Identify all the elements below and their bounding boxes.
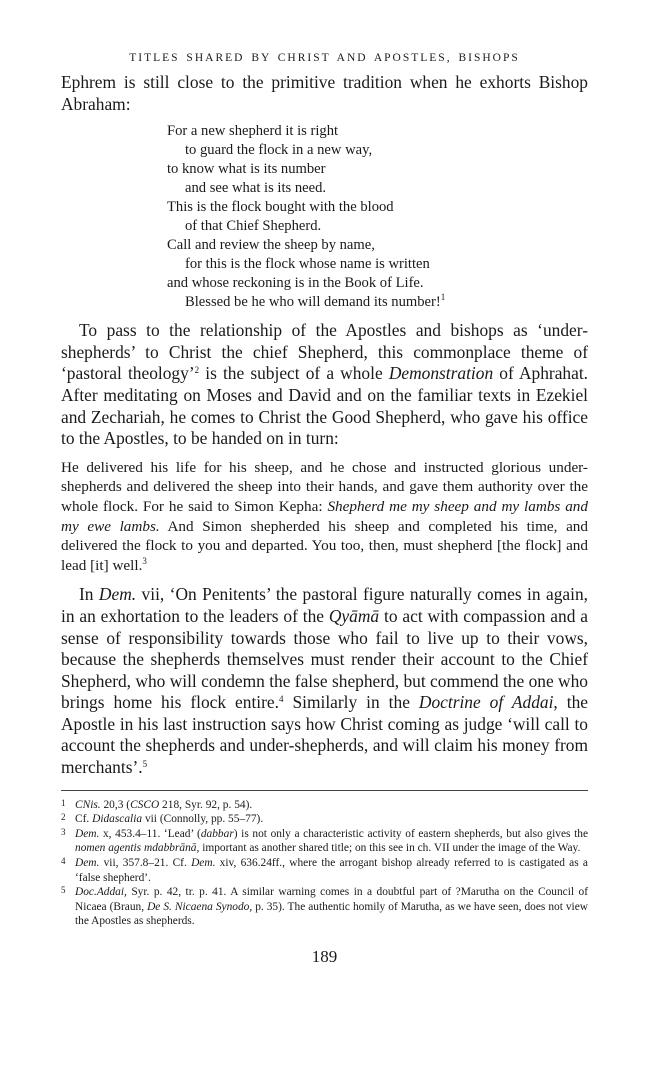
poem-quotation: [167, 122, 588, 312]
footnote-ref: 2: [194, 365, 200, 376]
footnote-ref: 5: [142, 759, 148, 770]
text: vii (Connolly, pp. 55–77).: [142, 813, 264, 826]
paragraph-intro: Ephrem is still close to the primitive tradition when he exhorts Bishop Abraham:: [61, 72, 588, 114]
text: p. 35). The authentic homily of Marutha, as we have seen, does not view the Apostles as shepherds.: [75, 900, 589, 928]
footnote-number: 1: [61, 797, 66, 808]
page: [61, 52, 588, 967]
text: In: [79, 584, 99, 605]
footnote: [61, 812, 588, 827]
text: Cf.: [75, 813, 93, 826]
paragraph-aphrahat: [61, 320, 588, 450]
footnotes: [61, 798, 588, 929]
poem-line: This is the flock bought with the blood: [167, 199, 394, 216]
italic-title: Demonstration: [388, 363, 494, 384]
poem-line: Call and review the sheep by name,: [167, 237, 375, 254]
italic-title: Doctrine of Addai: [418, 692, 554, 713]
running-head: TITLES SHARED BY CHRIST AND APOSTLES, BISHOPS: [129, 52, 520, 64]
footnote: [61, 798, 588, 813]
text: of Aphrahat. After meditating on Moses and David and on the familiar texts in Ezekiel and Zechariah, he comes to Christ the Good Shepherd, who gave his office to the Apostles, to be handed on in turn:: [61, 363, 588, 449]
text: ) is not only a characteristic activity of eastern shepherds, but also gives the: [233, 827, 588, 840]
footnote-number: 2: [61, 812, 66, 823]
page-number: 189: [311, 947, 338, 966]
block-quote: [61, 458, 588, 576]
footnote-ref: 3: [142, 555, 147, 566]
italic-text: Dem.: [75, 827, 100, 840]
italic-text: dabbar: [200, 827, 234, 840]
poem-line: for this is the flock whose name is written: [185, 256, 430, 273]
poem-line: and whose reckoning is in the Book of Life.: [167, 275, 424, 292]
text: To pass to the relationship of the Apostles and bishops as ‘under-shepherds’ to Christ the chief Shepherd, this commonplace theme of ‘pastoral theology’: [61, 320, 588, 384]
footnote-number: 3: [61, 826, 66, 837]
text: 218, Syr. 92, p. 54).: [159, 798, 253, 811]
footnote-ref: 1: [440, 292, 446, 303]
italic-text: Doc.Addai,: [75, 886, 127, 899]
footnote-divider: [61, 790, 588, 791]
text: is the subject of a whole: [199, 363, 389, 384]
footnote-number: 5: [61, 885, 66, 896]
poem-line: For a new shepherd it is right: [167, 123, 339, 140]
footnote-ref: 4: [278, 694, 284, 705]
italic-text: Qyāmā: [328, 605, 380, 626]
poem-line: of that Chief Shepherd.: [185, 218, 322, 235]
poem-line-text: Blessed be he who will demand its number!: [185, 294, 441, 311]
paragraph-dem-vii: [61, 584, 588, 778]
italic-text: Dem.: [75, 857, 100, 870]
italic-text: De S. Nicaena Synodo,: [147, 900, 253, 913]
text: 20,3 (: [100, 798, 131, 811]
poem-line: to guard the flock in a new way,: [185, 142, 373, 159]
footnote: [61, 827, 588, 856]
text: Syr. p. 42, tr. p. 41. A similar warning comes in a doubtful part of ?Marutha on the Council of Nicaea (Braun,: [75, 886, 588, 913]
italic-text: Dem.: [98, 584, 137, 605]
italic-text: nomen agentis mdabbrānā,: [75, 842, 200, 855]
text: vii, 357.8–21. Cf.: [99, 857, 192, 870]
footnote-number: 4: [61, 856, 66, 867]
italic-text: Dem.: [191, 857, 216, 870]
text: He delivered his life for his sheep, and he chose and instructed glorious under-shepherds and delivered the sheep into their hands, and gave them authority over the whole flock. For he said to Simon Kepha:: [61, 458, 588, 515]
text: xiv, 636.24ff., where the arrogant bishop already referred to is castigated as a ‘false shepherd’.: [75, 857, 588, 884]
text: vii, ‘On Penitents’ the pastoral figure naturally comes in again, in an exhortation to the leaders of the: [61, 584, 588, 626]
text: , the Apostle in his last instruction says how Christ coming as judge ‘will call to account the shepherds and under-shepherds, and will claim his money from merchants’.: [61, 692, 588, 778]
text: important as another shared title; on this see in ch. VII under the image of the Way.: [199, 842, 581, 855]
text: And Simon shepherded his sheep and completed his time, and delivered the flock to you and departed. You too, then, must shepherd [the flock] and lead [it] well.: [61, 517, 588, 574]
text: Similarly in the: [283, 692, 419, 713]
poem-line: to know what is its number: [167, 161, 326, 178]
footnote: [61, 856, 588, 885]
text: x, 453.4–11. ‘Lead’ (: [99, 827, 201, 840]
italic-text: Shepherd me my sheep and my lambs and my ewe lambs.: [61, 497, 588, 535]
poem-line: and see what is its need.: [185, 180, 327, 197]
footnote: [61, 885, 588, 929]
italic-text: CSCO: [130, 798, 160, 811]
italic-text: Didascalia: [92, 813, 143, 826]
text: to act with compassion and a sense of responsibility towards those who fail to live up to their vows, because the shepherds themselves must render their account to the Chief Shepherd, who will condemn the false shepherd, but commend the one who brings home his flock entire.: [61, 605, 588, 713]
poem-line: [167, 293, 588, 312]
italic-text: CNis.: [75, 798, 101, 811]
